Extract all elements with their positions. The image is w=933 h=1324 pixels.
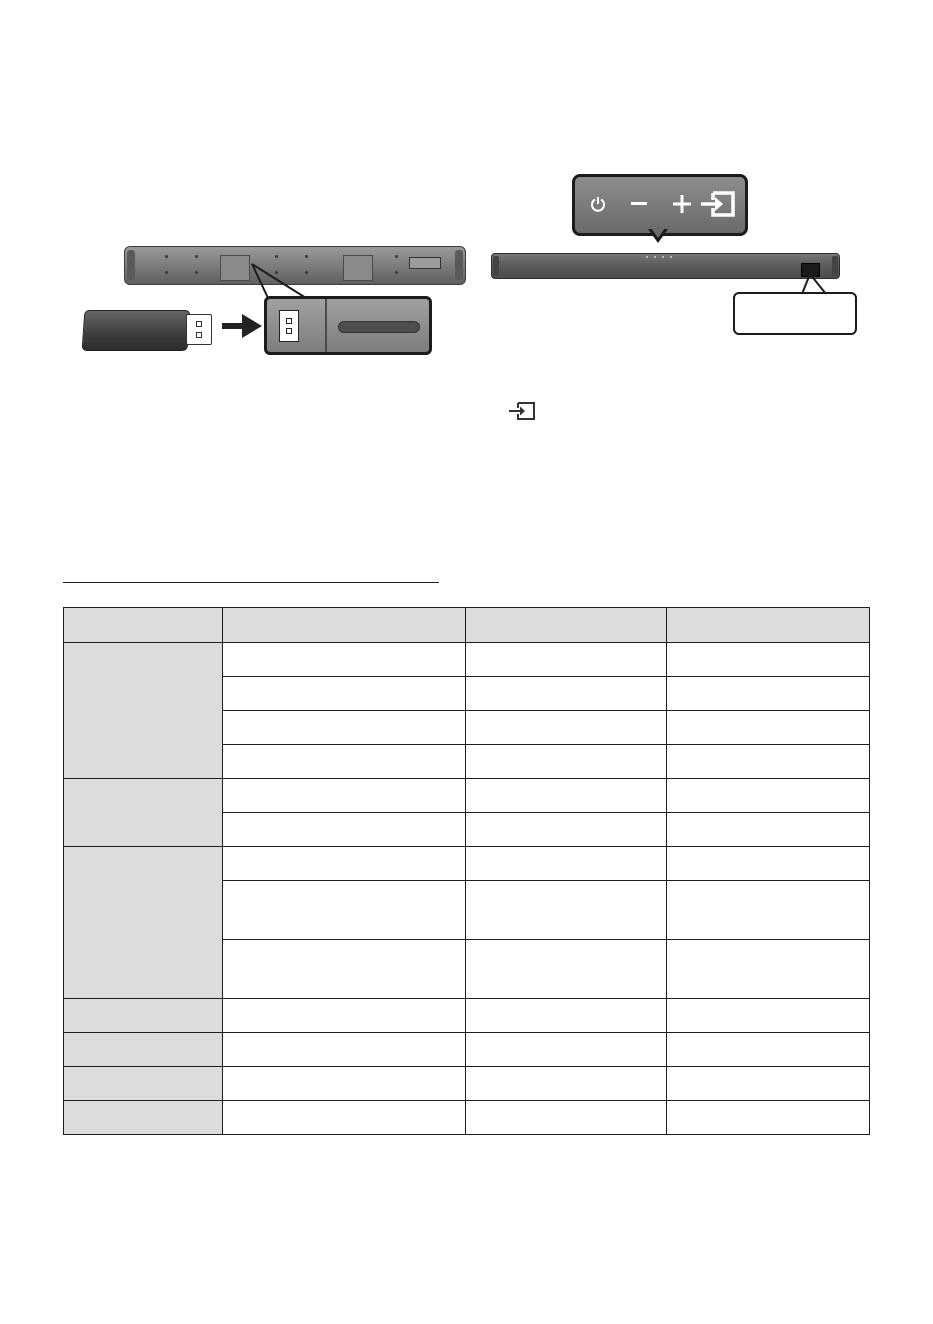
rear-bar-mount-right <box>343 255 373 281</box>
table-cell <box>466 1101 667 1135</box>
table-cell <box>223 745 466 779</box>
table-row <box>64 1033 870 1067</box>
table-cell <box>667 999 870 1033</box>
top-panel-buttons-callout <box>572 174 748 236</box>
table-cell <box>223 813 466 847</box>
sensor-leader-lines <box>800 272 830 296</box>
table-cell <box>667 779 870 813</box>
table-cell <box>667 1067 870 1101</box>
table-cell <box>223 677 466 711</box>
table-cell <box>466 1033 667 1067</box>
table-row <box>64 779 870 813</box>
table-cell <box>466 940 667 999</box>
table-cell <box>667 1033 870 1067</box>
table-cell <box>466 643 667 677</box>
table-cell <box>466 1067 667 1101</box>
table-cell <box>223 1067 466 1101</box>
table-cell <box>667 643 870 677</box>
table-cell <box>223 779 466 813</box>
table-cell <box>667 745 870 779</box>
table-category-cell <box>64 1101 223 1135</box>
table-cell <box>667 711 870 745</box>
table-row <box>64 1067 870 1101</box>
table-category-cell <box>64 779 223 847</box>
table-cell <box>667 1101 870 1135</box>
table-row <box>64 1101 870 1135</box>
rear-bar-label-plate <box>409 257 441 269</box>
arrow-right-icon <box>222 323 244 329</box>
table-cell <box>667 940 870 999</box>
table-cell <box>667 813 870 847</box>
table-cell <box>466 745 667 779</box>
rear-bar-mount-left <box>220 255 250 281</box>
source-icon <box>699 190 737 218</box>
rear-bar-left-end <box>127 250 135 280</box>
table-row <box>64 643 870 677</box>
usb-port-icon <box>279 310 299 342</box>
table-cell <box>466 711 667 745</box>
table-category-cell <box>64 847 223 999</box>
port-divider <box>325 299 327 352</box>
table-row <box>64 999 870 1033</box>
table-cell <box>466 779 667 813</box>
table-cell <box>667 847 870 881</box>
table-header-cell <box>667 608 870 643</box>
table-cell <box>466 847 667 881</box>
table-cell <box>223 643 466 677</box>
usb-a-icon <box>186 314 212 345</box>
section-heading-underline <box>63 582 439 583</box>
table-header-cell <box>466 608 667 643</box>
volume-up-icon <box>673 195 691 213</box>
power-icon <box>589 195 607 213</box>
rear-bar-right-end <box>455 250 463 280</box>
table-cell <box>223 1101 466 1135</box>
arrow-right-head <box>242 314 262 338</box>
callout-pointer-fill <box>651 228 665 238</box>
table-category-cell <box>64 1067 223 1101</box>
table-header-cell <box>64 608 223 643</box>
source-icon <box>507 400 537 422</box>
table-cell <box>223 847 466 881</box>
volume-down-icon <box>631 202 647 206</box>
table-cell <box>223 940 466 999</box>
port-slot <box>338 321 420 333</box>
usb-flash-drive <box>82 310 191 351</box>
table-cell <box>466 881 667 940</box>
table-header-cell <box>223 608 466 643</box>
table-category-cell <box>64 643 223 779</box>
table-cell <box>223 881 466 940</box>
table-cell <box>466 813 667 847</box>
table-cell <box>223 999 466 1033</box>
soundbar-front-illustration <box>491 253 840 279</box>
table-cell <box>466 677 667 711</box>
table-cell <box>223 1033 466 1067</box>
usb-port-callout <box>264 296 432 355</box>
table-category-cell <box>64 1033 223 1067</box>
table-cell <box>667 881 870 940</box>
table-row <box>64 847 870 881</box>
table-header-row <box>64 608 870 643</box>
table-cell <box>667 677 870 711</box>
spec-table <box>63 607 870 1135</box>
sensor-label-callout <box>733 292 857 335</box>
table-category-cell <box>64 999 223 1033</box>
table-cell <box>466 999 667 1033</box>
table-cell <box>223 711 466 745</box>
